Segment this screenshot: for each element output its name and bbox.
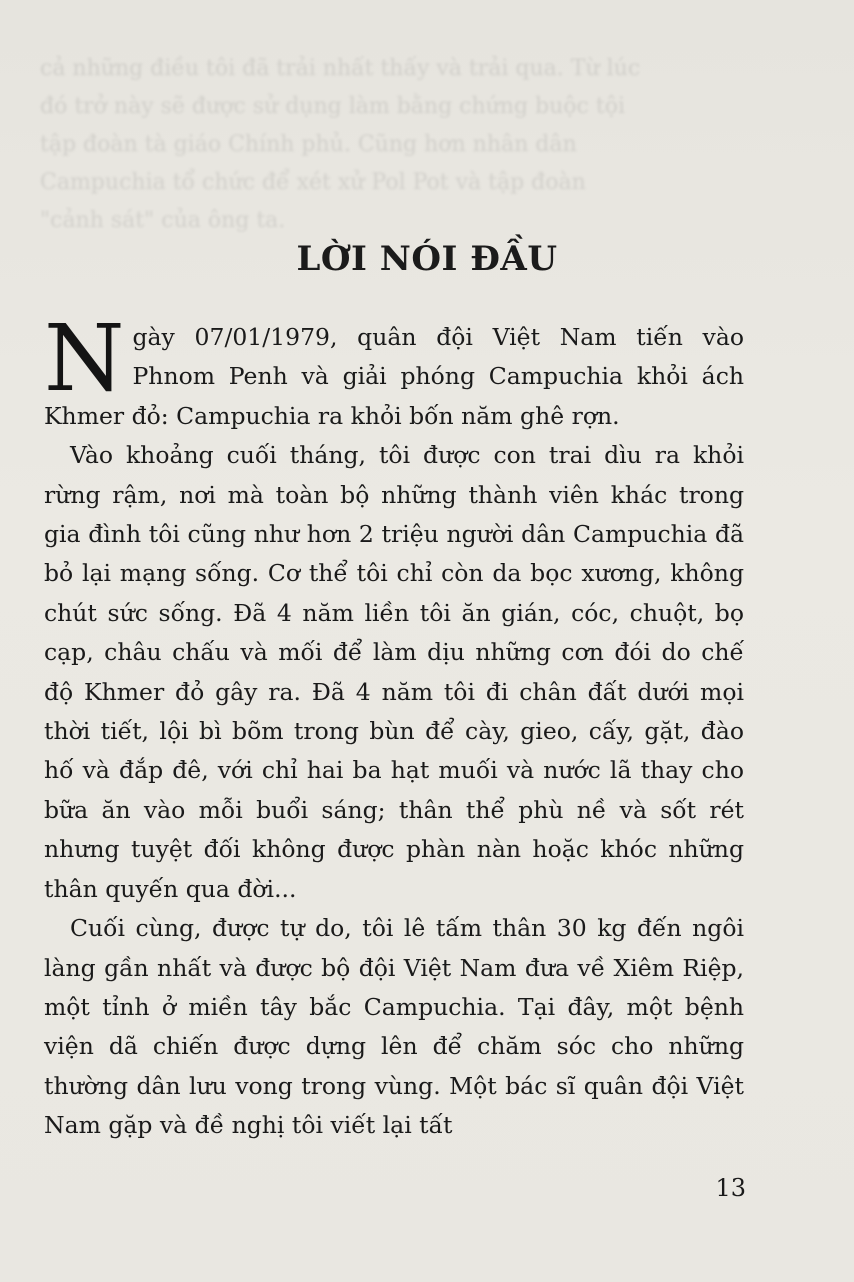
bleed-through-background: cả những điều tôi đã trải nhất thấy và trải qua. Từ lúc đó trở này sẽ được sử dụng làm bằng chứng buộc tội tập đoàn tà giáo Chính phủ. Cũng hơn nhân dân Campuchia tổ chức để xét xử Pol Pot và tập đoàn "cảnh sát" của ông ta. xyxy=(40,56,641,233)
drop-cap: N xyxy=(44,305,125,412)
page-title: LỜI NÓI ĐẦU xyxy=(296,238,558,279)
page-number: 13 xyxy=(715,1174,746,1202)
body-text xyxy=(44,305,744,1146)
paragraph-3: Cuối cùng, được tự do, tôi lê tấm thân 30 kg đến ngôi làng gần nhất và được bộ đội Việt Nam đưa về Xiêm Riệp, một tỉnh ở miền tây bắc Campuchia. Tại đây, một bệnh viện dã chiến được dựng lên để chăm sóc cho những thường dân lưu vong trong vùng. Một bác sĩ quân đội Việt Nam gặp và đề nghị tôi viết lại tất xyxy=(44,914,744,1140)
paragraph-1-text: gày 07/01/1979, quân đội Việt Nam tiến vào Phnom Penh và giải phóng Campuchia khỏi ách Khmer đỏ: Campuchia ra khỏi bốn năm ghê rợn. xyxy=(44,323,744,430)
paragraph-2: Vào khoảng cuối tháng, tôi được con trai dìu ra khỏi rừng rậm, nơi mà toàn bộ những thành viên khác trong gia đình tôi cũng như hơn 2 triệu người dân Campuchia đã bỏ lại mạng sống. Cơ thể tôi chỉ còn da bọc xương, không chút sức sống. Đã 4 năm liền tôi ăn gián, cóc, chuột, bọ cạp, châu chấu và mối để làm dịu những cơn đói do chế độ Khmer đỏ gây ra. Đã 4 năm tôi đi chân đất dưới mọi thời tiết, lội bì bõm trong bùn để cày, gieo, cấy, gặt, đào hố và đắp đê, với chỉ hai ba hạt muối và nước lã thay cho bữa ăn vào mỗi buổi sáng; thân thể phù nề và sốt rét nhưng tuyệt đối không được phàn nàn hoặc khóc những thân quyến qua đời... xyxy=(44,441,744,903)
paragraph-1 xyxy=(44,305,744,436)
